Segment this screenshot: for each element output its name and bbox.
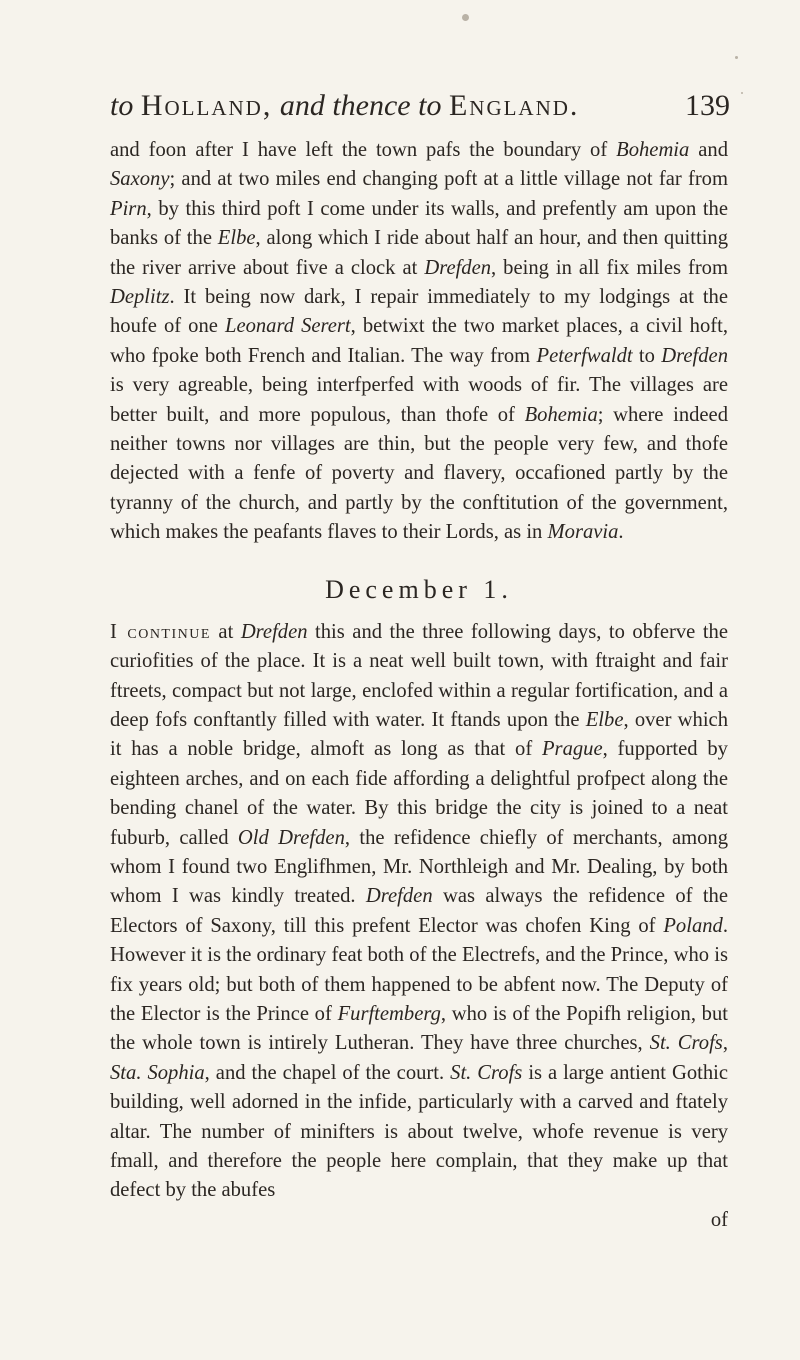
text-run: this and the three following days, to obferve the curiofities of the place. It is a neat well built town, with ftraight and fair ftreets, compact but not large, enclofed within a regular fortification, and a deep fofs conftantly filled with water. It ftands upon the	[110, 620, 728, 731]
church-name: St. Crofs	[450, 1061, 523, 1084]
person-name: Leonard Serert	[224, 315, 351, 338]
place-name: Elbe	[585, 708, 624, 731]
catchword: of	[710, 1208, 728, 1231]
paper-speck	[462, 14, 469, 21]
text-run: , along which I ride about half an hour, and then quitting the river arrive about five a clock at	[110, 227, 729, 279]
text-run: , over which it has a noble bridge, almoft as long as that of	[110, 708, 728, 761]
place-name: Saxony	[110, 168, 170, 191]
text-run: , the refidence chiefly of merchants, among whom I found two Englifhmen, Mr. Northleigh and Mr. Dealing, by both whom I was kindly treated.	[110, 826, 728, 908]
text-run: is very agreable, being interfperfed with woods of fir. The villages are better built, and more populous, than thofe of	[110, 374, 728, 426]
church-name: Sta. Sophia	[110, 1061, 205, 1084]
church-name: St. Crofs	[649, 1032, 723, 1055]
text-run: , betwixt the two market places, a civil hoft, who fpoke both French and Italian. The way from	[110, 315, 728, 367]
paragraph-2	[110, 618, 728, 1206]
place-name: Elbe	[217, 227, 256, 250]
text-run: . However it is the ordinary feat both of the Electrefs, and the Prince, who is fix years old; but both of them happened to be abfent now. The Deputy of the Elector is the Prince of	[110, 914, 728, 1025]
text-run: , by this third poft I come under its walls, and prefently am upon the banks of the	[110, 197, 728, 250]
header-england: England.	[448, 89, 580, 122]
text-run: is a large antient Gothic building, well adorned in the infide, particularly with a carved and ftately altar. The number of minifters is about twelve, whofe revenue is very fmall, and therefore the people here complain, that they make up that defect by the abufes	[110, 1061, 729, 1202]
text-run: . It being now dark, I repair immediately to my lodgings at the houfe of one	[110, 286, 728, 338]
header-holland: Holland,	[140, 89, 273, 122]
text-run: ; where indeed neither towns nor villages are thin, but the people very few, and thofe dejected with a fenfe of poverty and flavery, occafioned partly by the tyranny of the church, and partly by the conftitution of the government, which makes the peafants flaves to their Lords, as in	[110, 403, 728, 544]
page-number: 139	[685, 89, 730, 122]
place-name: Prague	[541, 738, 603, 761]
place-name: Old Drefden	[237, 826, 345, 849]
text-run: , being in all fix miles from	[491, 256, 729, 279]
place-name: Bohemia	[524, 403, 598, 426]
place-name: Poland	[663, 914, 723, 937]
place-name: Pirn	[110, 197, 147, 220]
running-header	[110, 86, 730, 126]
text-run: at	[210, 620, 241, 643]
text-run: and	[689, 139, 728, 161]
paper-speck	[735, 56, 738, 59]
header-to: to	[110, 89, 134, 122]
text-run: , and the chapel of the court.	[204, 1061, 451, 1084]
place-name: Moravia	[547, 521, 619, 544]
text-run: was always the refidence of the Electors of Saxony, till this prefent Elector was chofen King of	[110, 885, 728, 937]
place-name: Peterfwaldt	[536, 344, 633, 367]
place-name: Drefden	[661, 344, 728, 367]
place-name: Drefden	[424, 256, 492, 279]
place-name: Drefden	[365, 885, 433, 908]
paper-speck	[741, 92, 743, 94]
place-name: Deplitz	[110, 286, 170, 309]
text-run: ; and at two miles end changing poft at a little village not far from	[169, 168, 728, 191]
header-and-thence-to: and thence to	[279, 89, 442, 122]
paragraph-1	[110, 136, 728, 548]
text-run: , who is of the Popifh religion, but the whole town is intirely Lutheran. They have three churches,	[110, 1002, 728, 1055]
place-name: Drefden	[240, 620, 308, 643]
body-text	[110, 136, 728, 1235]
place-name: Bohemia	[616, 139, 690, 161]
place-name: Furftemberg	[337, 1002, 441, 1025]
paragraph-lead: I continue	[110, 620, 211, 643]
text-run: ,	[722, 1032, 728, 1055]
text-run: to	[632, 344, 662, 367]
text-run: .	[618, 521, 624, 544]
text-run: , fupported by eighteen arches, and on each fide affording a delightful profpect along the bending chanel of the water. By this bridge the city is joined to a neat fuburb, called	[110, 738, 728, 849]
section-heading: December 1.	[325, 574, 513, 604]
text-run: and foon after I have left the town pafs the boundary of	[110, 139, 617, 161]
